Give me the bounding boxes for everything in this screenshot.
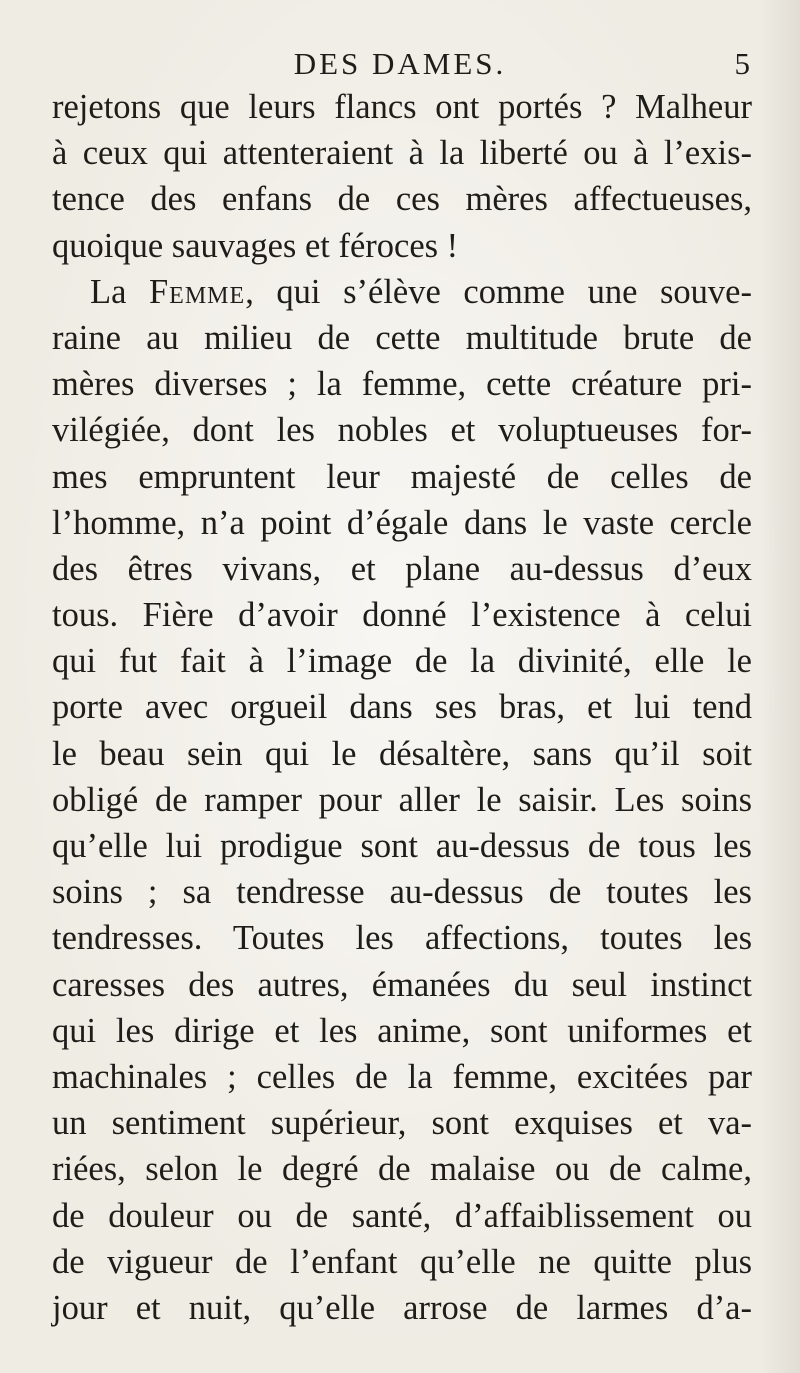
text-fragment: , qui s’élève comme une souve-: [245, 272, 752, 311]
text-fragment-smallcaps: Femme: [149, 272, 246, 311]
text-line: tence des enfans de ces mères affectueuses,: [52, 180, 752, 219]
text-line: l’homme, n’a point d’égale dans le vaste cercle: [52, 503, 752, 542]
text-line: machinales ; celles de la femme, excitées par: [52, 1057, 752, 1096]
text-line: obligé de ramper pour aller le saisir. Les soins: [52, 780, 752, 819]
text-line: qui les dirige et les anime, sont uniformes et: [52, 1011, 752, 1050]
text-line: à ceux qui attenteraient à la liberté ou à l’exis-: [52, 134, 752, 173]
text-line: qui fut fait à l’image de la divinité, elle le: [52, 642, 752, 681]
text-line: des êtres vivans, et plane au-dessus d’eux: [52, 549, 752, 588]
text-line: qu’elle lui prodigue sont au-dessus de tous les: [52, 827, 752, 865]
page-number: 5: [734, 46, 750, 81]
text-line: raine au milieu de cette multitude brute de: [52, 318, 752, 357]
text-fragment: La: [90, 272, 149, 311]
text-line: porte avec orgueil dans ses bras, et lui tend: [52, 688, 752, 727]
text-line: riées, selon le degré de malaise ou de calme,: [52, 1150, 752, 1189]
text-line: tous. Fière d’avoir donné l’existence à celui: [52, 596, 752, 635]
text-line: caresses des autres, émanées du seul instinct: [52, 965, 752, 1004]
text-line: mes empruntent leur majesté de celles de: [52, 457, 752, 496]
text-line: soins ; sa tendresse au-dessus de toutes les: [52, 873, 752, 912]
text-line: vilégiée, dont les nobles et voluptueuses for-: [52, 411, 752, 450]
text-line: jour et nuit, qu’elle arrose de larmes d’a-: [52, 1288, 752, 1327]
text-line: un sentiment supérieur, sont exquises et va-: [52, 1104, 752, 1143]
text-line: tendresses. Toutes les affections, toutes les: [52, 919, 752, 958]
text-line: quoique sauvages et féroces !: [52, 226, 459, 265]
text-line: mères diverses ; la femme, cette créature pri-: [52, 365, 752, 404]
running-title: DES DAMES.: [293, 46, 507, 81]
text-line-paragraph-start: [52, 269, 752, 315]
text-line: de vigueur de l’enfant qu’elle ne quitte plus: [52, 1242, 752, 1281]
text-line: le beau sein qui le désaltère, sans qu’il soit: [52, 734, 752, 773]
running-head: [50, 44, 750, 84]
text-line: rejetons que leurs flancs ont portés ? Malheur: [52, 88, 752, 126]
text-line: de douleur ou de santé, d’affaiblissement ou: [52, 1196, 752, 1235]
body-text: [52, 84, 752, 1331]
